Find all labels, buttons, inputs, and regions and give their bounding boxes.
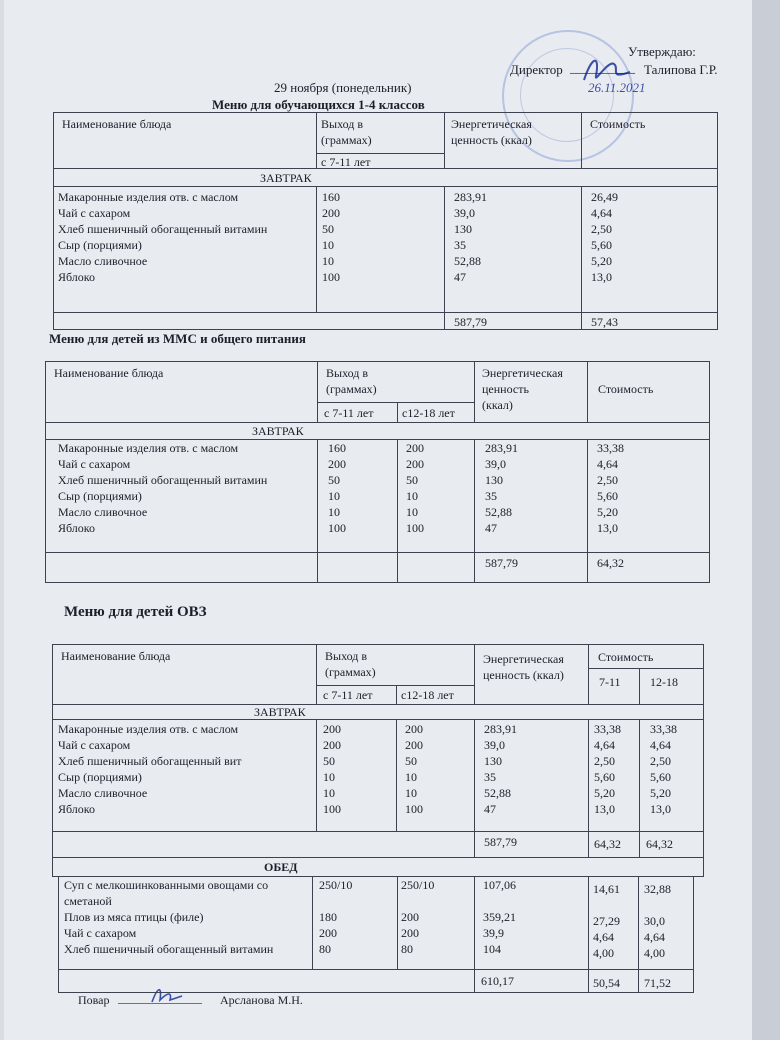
t3-header-age1: [316, 685, 397, 705]
energy-value: 39,9: [483, 926, 504, 940]
t3-header-age2: [396, 685, 475, 705]
t1-header-dish-label: Наименование блюда: [62, 117, 172, 131]
yield-value: 10: [322, 254, 334, 268]
yield-value: 160: [328, 441, 346, 455]
t2-yield-line2: (граммах): [326, 382, 377, 396]
t1-total-blank: [53, 312, 445, 330]
t2-total-blank2: [317, 552, 398, 583]
yield-value: 200: [405, 722, 423, 736]
approve-label: Утверждаю:: [628, 44, 696, 59]
yield-value: [401, 893, 471, 909]
energy-value: 104: [483, 942, 501, 956]
energy-value: 39,0: [485, 457, 506, 471]
t3-lunch-total-energy-value: 610,17: [481, 974, 514, 988]
energy-value: 283,91: [454, 190, 487, 204]
yield-value: 10: [328, 505, 340, 519]
energy-value: 130: [454, 222, 472, 236]
cost-value: 2,50: [591, 222, 612, 236]
cost-value: 4,64: [593, 930, 614, 944]
energy-value: 107,06: [483, 878, 516, 892]
t1-cost-cell: [581, 186, 718, 313]
t3-total-energy: [474, 831, 589, 858]
menu-title-1-4: Меню для обучающихся 1-4 классов: [212, 97, 425, 112]
yield-value: 200: [406, 457, 424, 471]
t3-energy-line1: Энергетическая: [483, 652, 564, 666]
cook-signature-line: ______________: [118, 991, 202, 1005]
t3-lunch-total-cost1: [588, 969, 639, 993]
t3-age1-label: с 7-11 лет: [323, 688, 373, 702]
yield-value: 100: [406, 521, 424, 535]
t2-total-energy-value: 587,79: [485, 556, 518, 570]
t3-lunch-total-cost1-value: 50,54: [593, 976, 620, 990]
yield-value: 100: [323, 802, 341, 816]
energy-value: 130: [484, 754, 502, 768]
cost-value: 13,0: [594, 802, 615, 816]
yield-value: 80: [319, 942, 331, 956]
t3-lunch-label: ОБЕД: [264, 860, 298, 874]
t3-lunch-total-energy: [474, 969, 589, 993]
cost-value: 33,38: [594, 722, 621, 736]
section3-title: Меню для детей ОВЗ: [64, 604, 207, 620]
t3-lunch-yield2-cell: [397, 876, 475, 970]
energy-value: 283,91: [484, 722, 517, 736]
dish-name: Масло сливочное: [58, 505, 148, 519]
dish-name: Макаронные изделия отв. с маслом: [58, 722, 239, 736]
t2-header-yield: [317, 361, 475, 403]
energy-value: 35: [484, 770, 496, 784]
dish-name: Сыр (порциями): [58, 238, 142, 252]
t3-total-energy-value: 587,79: [484, 835, 517, 849]
t3-header-yield: [316, 644, 475, 686]
yield-value: 10: [323, 786, 335, 800]
t3-breakfast-row: [52, 704, 704, 720]
yield-value: 10: [322, 238, 334, 252]
t2-dishes-cell: [45, 439, 318, 553]
t3-lunch-row: [52, 857, 704, 877]
t3-lunch-total-cost2-value: 71,52: [644, 976, 671, 990]
yield-value: 200: [401, 926, 419, 940]
t1-header-cost: [581, 112, 718, 169]
dish-name: Чай с сахаром: [58, 738, 131, 752]
t2-yield-line1: Выход в: [326, 366, 369, 380]
energy-value: 39,0: [484, 738, 505, 752]
t2-yield1-cell: [317, 439, 398, 553]
energy-value: 52,88: [454, 254, 481, 268]
cost-value: 5,60: [650, 770, 671, 784]
director-name: Талипова Г.Р.: [644, 62, 718, 77]
cost-value: 26,49: [591, 190, 618, 204]
t3-header-cost: [588, 644, 704, 669]
t3-lunch-energy-cell: [474, 876, 589, 970]
t2-energy-cell: [474, 439, 588, 553]
yield-value: 180: [319, 910, 337, 924]
yield-value: 200: [319, 926, 337, 940]
dish-name: Чай с сахаром: [64, 926, 137, 940]
t1-yield-cell: [316, 186, 445, 313]
cost-value: 4,00: [644, 946, 665, 960]
cost-value: 13,0: [650, 802, 671, 816]
t3-yield-line1: Выход в: [325, 649, 368, 663]
t3-header-energy: [474, 644, 589, 705]
yield-value: 50: [323, 754, 335, 768]
yield-value: 10: [405, 770, 417, 784]
t3-total-blank: [52, 831, 475, 858]
t2-header-energy: [474, 361, 588, 423]
dish-name: Яблоко: [58, 521, 96, 535]
yield-value: 50: [405, 754, 417, 768]
yield-value: 100: [328, 521, 346, 535]
page-background-edge: [752, 0, 780, 1040]
t2-energy-line1: Энергетическая: [482, 366, 563, 380]
t2-total-cost: [587, 552, 710, 583]
energy-value: 35: [454, 238, 466, 252]
yield-value: 80: [401, 942, 413, 956]
t1-cost-label: Стоимость: [590, 117, 646, 131]
dish-name: Масло сливочное: [58, 786, 148, 800]
yield-value: 160: [322, 190, 340, 204]
dish-name: Сыр (порциями): [58, 770, 142, 784]
t1-dishes-cell: [53, 186, 317, 313]
yield-value: 200: [406, 441, 424, 455]
dish-name: Яблоко: [58, 802, 96, 816]
cost-value: 13,0: [597, 521, 618, 535]
t3-header-cost2: [639, 668, 704, 705]
yield-value: 100: [405, 802, 423, 816]
cost-value: 4,64: [594, 738, 615, 752]
t1-breakfast-label: ЗАВТРАК: [260, 171, 312, 185]
t3-cost2-label: 12-18: [650, 675, 678, 689]
cost-value: 5,20: [650, 786, 671, 800]
yield-value: 200: [322, 206, 340, 220]
t2-age2-label: с12-18 лет: [402, 406, 455, 420]
cost-value: 33,38: [650, 722, 677, 736]
yield-value: 100: [322, 270, 340, 284]
t3-lunch-cost1-cell: [588, 876, 639, 970]
yield-value: 10: [406, 489, 418, 503]
director-signature-line: __________: [570, 60, 635, 75]
t3-age2-label: с12-18 лет: [401, 688, 454, 702]
t3-dishes-cell: [52, 719, 317, 832]
energy-value: 47: [485, 521, 497, 535]
dish-name: Сыр (порциями): [58, 489, 142, 503]
t3-total-cost1-value: 64,32: [594, 837, 621, 851]
t3-header-cost1: [588, 668, 640, 705]
t1-header-yield: [316, 112, 445, 154]
t1-energy-cell: [444, 186, 582, 313]
cost-value: 2,50: [594, 754, 615, 768]
yield-value: 10: [405, 786, 417, 800]
cost-value: 5,60: [597, 489, 618, 503]
t2-header-dish: [45, 361, 318, 423]
t3-cost1-label: 7-11: [599, 675, 621, 689]
t1-yield-line2: (граммах): [321, 133, 372, 147]
t1-header-dish: [53, 112, 317, 169]
cost-value: 5,20: [594, 786, 615, 800]
dish-name: Масло сливочное: [58, 254, 148, 268]
t3-total-cost2-value: 64,32: [646, 837, 673, 851]
yield-value: 200: [328, 457, 346, 471]
t2-energy-line2: ценность: [482, 382, 529, 396]
energy-value: 52,88: [485, 505, 512, 519]
t2-age1-label: с 7-11 лет: [324, 406, 374, 420]
t2-breakfast-label: ЗАВТРАК: [252, 424, 304, 438]
t2-energy-line3: (ккал): [482, 398, 513, 412]
t2-total-blank1: [45, 552, 318, 583]
t3-energy-cell: [474, 719, 589, 832]
t3-cost1-cell: [588, 719, 640, 832]
cost-value: 4,00: [593, 946, 614, 960]
cost-value: 27,29: [593, 914, 620, 928]
dish-name: Макаронные изделия отв. с маслом: [58, 190, 239, 204]
energy-value: 130: [485, 473, 503, 487]
t3-total-cost1: [588, 831, 640, 858]
dish-name: Макаронные изделия отв. с маслом: [58, 441, 239, 455]
t2-total-blank3: [397, 552, 475, 583]
cost-value: [593, 897, 634, 913]
t2-header-age2: [397, 402, 475, 423]
t1-breakfast-row: [53, 168, 718, 187]
cost-value: 33,38: [597, 441, 624, 455]
t2-total-energy: [474, 552, 588, 583]
cook-name: Арсланова М.Н.: [220, 993, 303, 1007]
t3-cost-label: Стоимость: [598, 650, 654, 664]
dish-name: Суп с мелкошинкованными овощами со: [64, 878, 269, 892]
t1-total-cost-value: 57,43: [591, 315, 618, 329]
energy-value: 35: [485, 489, 497, 503]
t3-breakfast-label: ЗАВТРАК: [254, 705, 306, 719]
t2-header-age1: [317, 402, 398, 423]
yield-value: [319, 893, 391, 909]
cost-value: 4,64: [650, 738, 671, 752]
t3-total-cost2: [639, 831, 704, 858]
t1-header-energy: [444, 112, 582, 169]
yield-value: 50: [322, 222, 334, 236]
cost-value: 5,20: [597, 505, 618, 519]
t1-header-age: [316, 153, 445, 169]
yield-value: 250/10: [319, 878, 353, 892]
t3-lunch-total-cost2: [638, 969, 694, 993]
energy-value: 47: [454, 270, 466, 284]
t3-header-dish-label: Наименование блюда: [61, 649, 171, 663]
t1-yield-line1: Выход в: [321, 117, 364, 131]
dish-name: Яблоко: [58, 270, 96, 284]
cook-label: Повар: [78, 993, 110, 1007]
t1-energy-line2: ценность (ккал): [451, 133, 532, 147]
t3-energy-line2: ценность (ккал): [483, 668, 564, 682]
yield-value: 10: [406, 505, 418, 519]
energy-value: 52,88: [484, 786, 511, 800]
yield-value: 200: [323, 738, 341, 752]
dish-name: сметаной: [64, 894, 112, 908]
t2-total-cost-value: 64,32: [597, 556, 624, 570]
t2-yield2-cell: [397, 439, 475, 553]
cost-value: 4,64: [591, 206, 612, 220]
director-label: Директор: [510, 62, 563, 77]
yield-value: 10: [323, 770, 335, 784]
t2-cost-label: Стоимость: [598, 382, 654, 396]
energy-value: 283,91: [485, 441, 518, 455]
t2-header-cost: [587, 361, 710, 423]
t1-total-energy-value: 587,79: [454, 315, 487, 329]
cost-value: 32,88: [644, 882, 671, 896]
yield-value: 50: [406, 473, 418, 487]
menu-date: 29 ноября (понедельник): [274, 80, 412, 95]
cost-value: 4,64: [644, 930, 665, 944]
section2-title: Меню для детей из ММС и общего питания: [49, 331, 306, 346]
cost-value: 5,60: [594, 770, 615, 784]
t1-total-cost: [581, 312, 718, 330]
t2-breakfast-row: [45, 422, 710, 440]
cost-value: 2,50: [650, 754, 671, 768]
dish-name: Хлеб пшеничный обогащенный витамин: [64, 942, 274, 956]
t3-header-dish: [52, 644, 317, 705]
t3-lunch-yield1-cell: [312, 876, 398, 970]
dish-name: Хлеб пшеничный обогащенный вит: [58, 754, 242, 768]
cost-value: 13,0: [591, 270, 612, 284]
yield-value: 200: [405, 738, 423, 752]
t2-header-dish-label: Наименование блюда: [54, 366, 164, 380]
yield-value: 200: [323, 722, 341, 736]
energy-value: [483, 893, 580, 909]
energy-value: 359,21: [483, 910, 516, 924]
dish-name: Плов из мяса птицы (филе): [64, 910, 204, 924]
t3-lunch-dishes-cell: [58, 876, 313, 970]
t3-lunch-cost2-cell: [638, 876, 694, 970]
yield-value: 10: [328, 489, 340, 503]
energy-value: 39,0: [454, 206, 475, 220]
cost-value: 5,20: [591, 254, 612, 268]
cost-value: 5,60: [591, 238, 612, 252]
t2-cost-cell: [587, 439, 710, 553]
t3-cost2-cell: [639, 719, 704, 832]
t1-total-energy: [444, 312, 582, 330]
dish-name: Чай с сахаром: [58, 457, 131, 471]
dish-name: Хлеб пшеничный обогащенный витамин: [58, 473, 268, 487]
cost-value: [644, 897, 688, 913]
yield-value: 250/10: [401, 878, 435, 892]
dish-name: Хлеб пшеничный обогащенный витамин: [58, 222, 268, 236]
t3-yield-line2: (граммах): [325, 665, 376, 679]
t1-age-label: с 7-11 лет: [321, 155, 371, 169]
yield-value: 200: [401, 910, 419, 924]
cost-value: 4,64: [597, 457, 618, 471]
t1-energy-line1: Энергетическая: [451, 117, 532, 131]
stamp-date: 26.11.2021: [588, 80, 646, 95]
cost-value: 2,50: [597, 473, 618, 487]
cost-value: 14,61: [593, 882, 620, 896]
yield-value: 50: [328, 473, 340, 487]
energy-value: 47: [484, 802, 496, 816]
cost-value: 30,0: [644, 914, 665, 928]
t3-yield1-cell: [316, 719, 397, 832]
t3-yield2-cell: [396, 719, 475, 832]
dish-name: Чай с сахаром: [58, 206, 131, 220]
